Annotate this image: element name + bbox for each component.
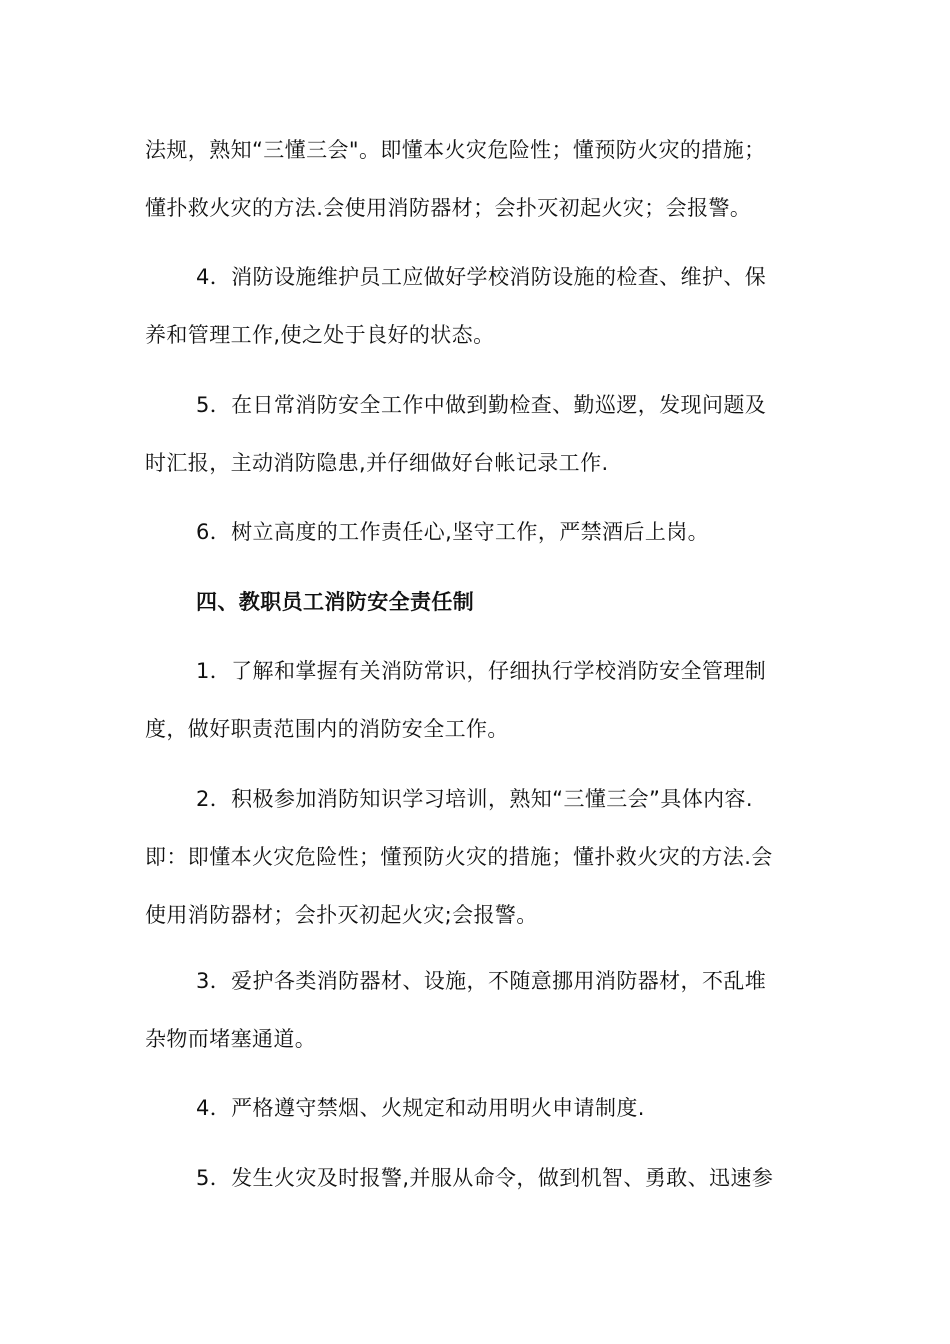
paragraph-5-line-1: 5．在日常消防安全工作中做到勤检查、勤巡逻，发现问题及 (196, 393, 767, 417)
item-3-line-1: 3．爱护各类消防器材、设施，不随意挪用消防器材，不乱堆 (196, 969, 767, 993)
paragraph-6-line-1: 6．树立高度的工作责任心,坚守工作，严禁酒后上岗。 (196, 520, 710, 544)
text-line: 懂扑救火灾的方法.会使用消防器材；会扑灭初起火灾；会报警。 (145, 196, 752, 220)
item-3-line-2: 杂物而堵塞通道。 (145, 1027, 317, 1051)
item-2-line-1: 2．积极参加消防知识学习培训，熟知“三懂三会”具体内容. (196, 787, 753, 811)
item-4-line-1: 4．严格遵守禁烟、火规定和动用明火申请制度. (196, 1096, 645, 1120)
item-2-line-2: 即：即懂本火灾危险性；懂预防火灾的措施；懂扑救火灾的方法.会 (145, 845, 773, 869)
paragraph-5-line-2: 时汇报，主动消防隐患,并仔细做好台帐记录工作. (145, 451, 609, 475)
paragraph-4-line-2: 养和管理工作,使之处于良好的状态。 (145, 323, 495, 347)
paragraph-4-line-1: 4．消防设施维护员工应做好学校消防设施的检查、维护、保 (196, 265, 767, 289)
section-heading: 四、教职员工消防安全责任制 (196, 590, 475, 614)
item-2-line-3: 使用消防器材；会扑灭初起火灾;会报警。 (145, 903, 538, 927)
item-5-line-1: 5．发生火灾及时报警,并服从命令，做到机智、勇敢、迅速参 (196, 1166, 774, 1190)
item-1-line-2: 度，做好职责范围内的消防安全工作。 (145, 717, 509, 741)
text-line: 法规，熟知“三懂三会"。即懂本火灾危险性；懂预防火灾的措施； (145, 138, 766, 162)
item-1-line-1: 1．了解和掌握有关消防常识，仔细执行学校消防安全管理制 (196, 659, 767, 683)
